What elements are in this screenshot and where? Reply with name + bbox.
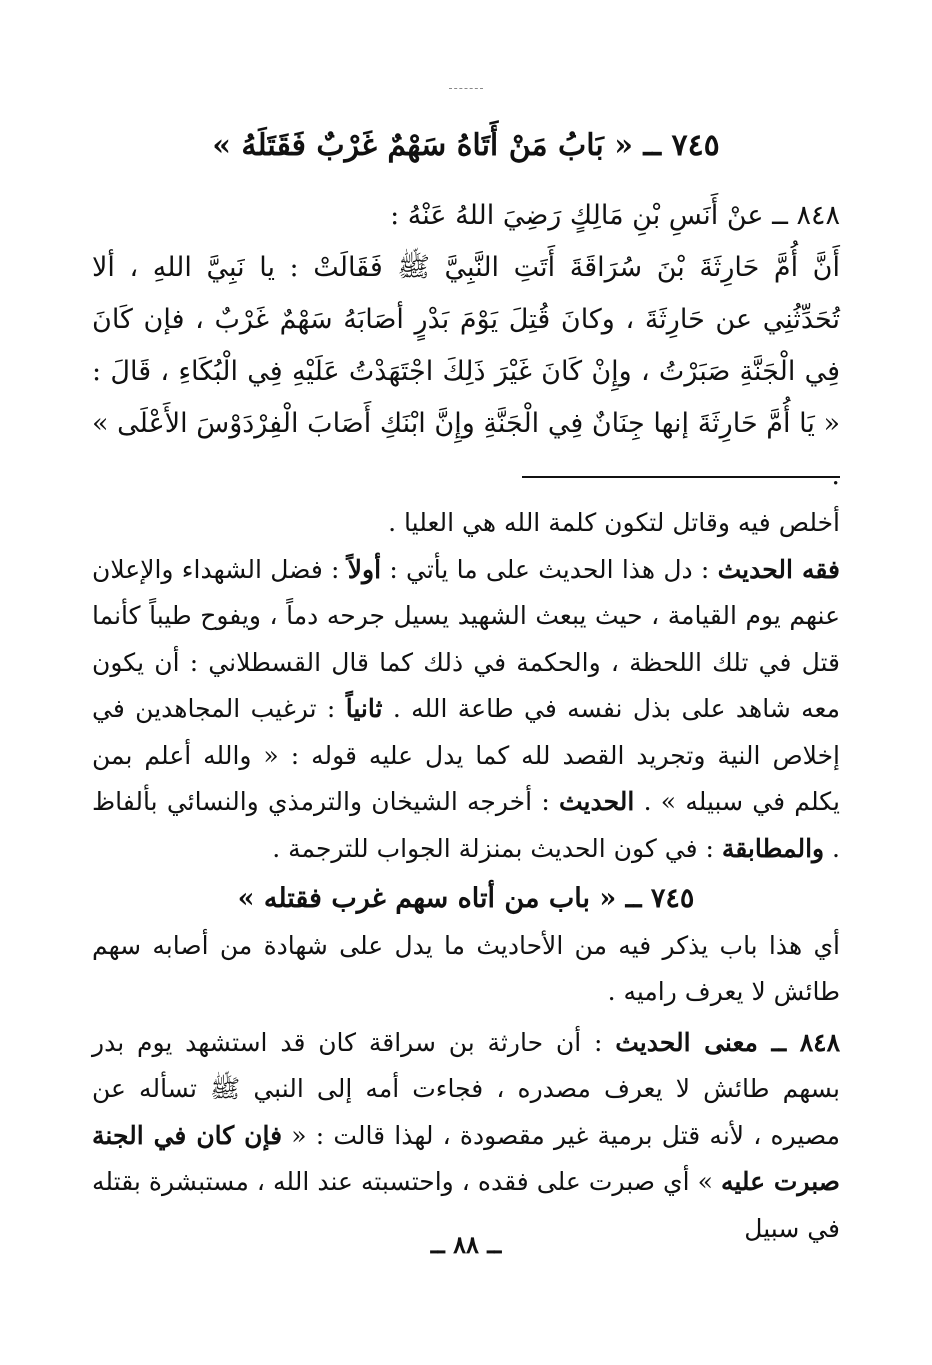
sub-chapter-title: ٧٤٥ ــ « باب من أتاه سهم غرب فقتله » [237, 883, 695, 914]
second-point-text: : ترغيب المجاهدين في إخلاص النية وتجريد القصد لله كما يدل عليه قوله : « والله أعلم بمن يكلم في سبيله » . [92, 694, 840, 816]
correspondence-text: : في كون الحديث بمنزلة الجواب للترجمة . [272, 833, 722, 863]
fiqh-intro: : دل هذا الحديث على ما يأتي : [381, 554, 718, 584]
sub-chapter-explanation: أي هذا باب يذكر فيه من الأحاديث ما يدل على شهادة من أصابه سهم طائش لا يعرف راميه . [92, 930, 840, 1006]
document-page [92, 0, 840, 1365]
page-number: ــ ٨٨ ــ [430, 1230, 502, 1259]
hadith-text: أَنَّ أُمَّ حَارِثَةَ بْنَ سُرَاقَةَ أَتَتِ النَّبِيَّ ﷺ فَقَالَتْ : يا نَبِيَّ اللهِ ، ألا تُحَدِّثُنِي عن حَارِثَةَ ، وكانَ قُتِلَ يَوْمَ بَدْرٍ أصَابَهُ سَهْمٌ غَرْبٌ ، فإن كَانَ فِي الْجَنَّةِ صَبَرْتُ ، وإِنْ كَانَ غَيْرَ ذَلِكَ اجْتَهَدْتُ عَلَيْهِ فِي الْبُكَاءِ ، قَالَ : « يَا أُمَّ حَارِثَةَ إنها جِنَانٌ فِي الْجَنَّةِ وإِنَّ ابْنَكِ أَصَابَ الْفِرْدَوْسَ الأَعْلَى » . [92, 252, 840, 491]
top-mark [449, 88, 483, 89]
fiqh-label: فقه الحديث [717, 554, 840, 584]
chapter-title: ٧٤٥ ــ « بَابُ مَنْ أَتَاهُ سَهْمٌ غَرْبٌ فَقَتَلَهُ » [212, 128, 720, 163]
meaning-label: ٨٤٨ ــ معنى الحديث [615, 1027, 841, 1057]
meaning-paragraph [92, 1020, 840, 1253]
footnote-divider [522, 476, 840, 478]
hadith-source-label: الحديث [559, 787, 635, 816]
first-point-label: أولاً [347, 554, 382, 584]
hadith-source-text: : أخرجه الشيخان والترمذي والنسائي بألفاظ . [92, 787, 840, 863]
meaning-text-1: : أن حارثة بن سراقة كان قد استشهد يوم بدر بسهم طائش لا يعرف مصدره ، فجاءت أمه إلى النبي ﷺ تسأله عن مصيره ، لأنه قتل برمية غير مقصودة ، لهذا قالت : « [92, 1027, 840, 1150]
commentary-opening-line: أخلص فيه وقاتل لتكون كلمة الله هي العليا . [388, 508, 840, 537]
second-point-label: ثانياً [345, 694, 383, 723]
meaning-quote: فإن كان في الجنة صبرت عليه [92, 1120, 841, 1196]
hadith-narrator: ٨٤٨ ــ عنْ أَنَسِ بْنِ مَالِكٍ رَضِيَ اللهُ عَنْهُ : [390, 200, 840, 231]
commentary-block [92, 500, 840, 1252]
fiqh-paragraph [92, 547, 840, 873]
first-point-text: : فضل الشهداء والإعلان عنهم يوم القيامة ، حيث يبعث الشهيد يسيل جرحه دماً ، ويفوح طيباً كأنما قتل في تلك اللحظة ، والحكمة في ذلك كما قال القسطلاني : أن يكون معه شاهد على بذل نفسه في طاعة الله . [92, 554, 840, 723]
meaning-text-2: » أي صبرت على فقده ، واحتسبته عند الله ، مستبشرة بقتله في سبيل [92, 1167, 840, 1243]
correspondence-label: والمطابقة [721, 833, 825, 863]
hadith-block [92, 190, 840, 502]
